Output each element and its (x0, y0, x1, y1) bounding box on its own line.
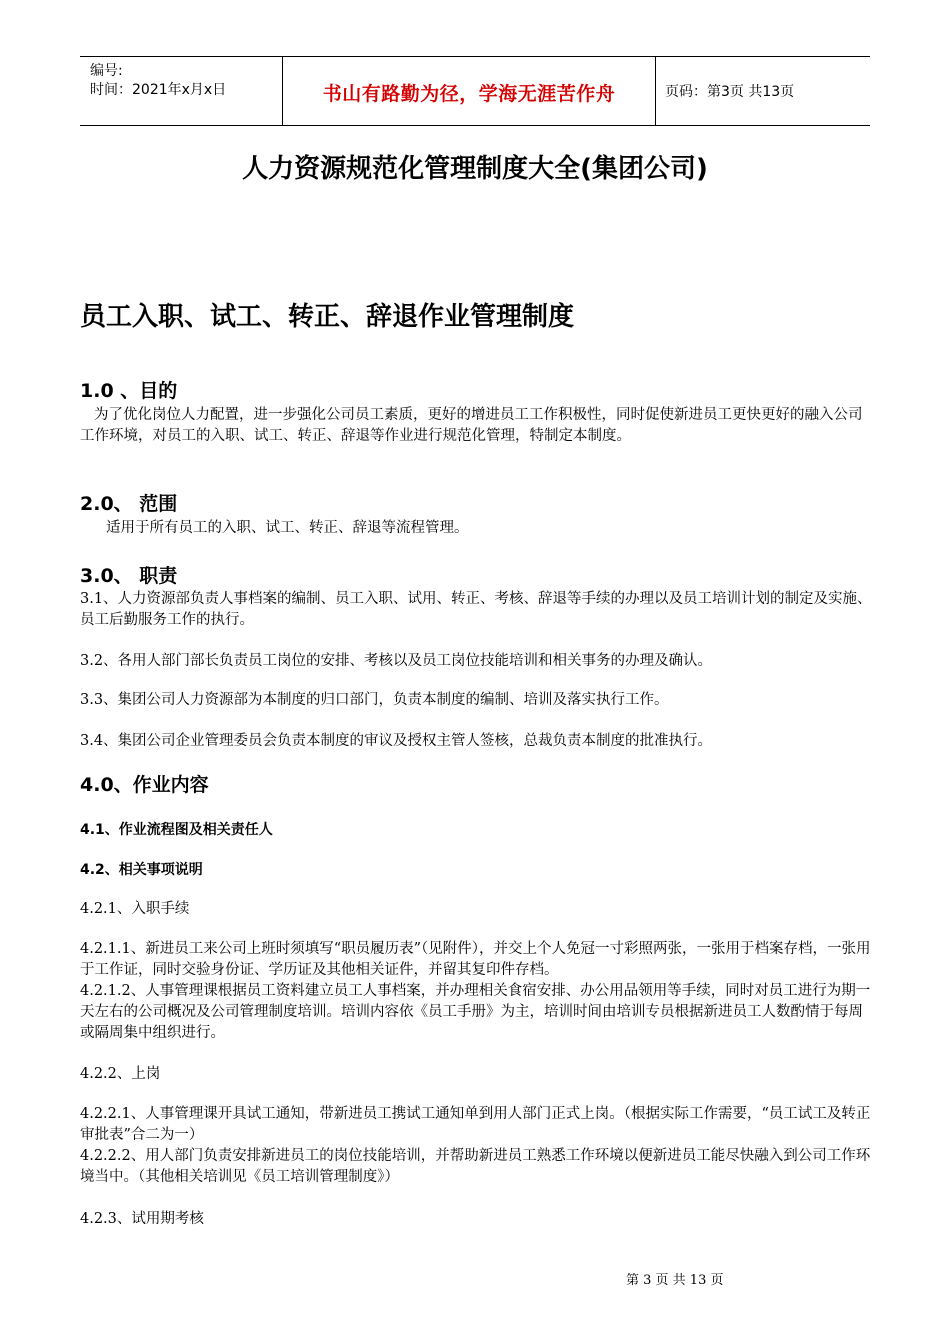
item-placement: 4.2.2、上岗 (80, 1066, 161, 1082)
item-probation: 4.2.3、试用期考核 (80, 1211, 204, 1227)
page-footer: 第 3 页 共 13 页 (626, 1273, 724, 1288)
header-page-cell (656, 57, 870, 125)
duty-paragraph-2: 3.2、各用人部门部长负责员工岗位的安排、考核以及员工岗位技能培训和相关事务的办理及确认。 (80, 653, 713, 669)
item-onboarding-2: 4.2.1.2、人事管理课根据员工资料建立员工人事档案，并办理相关食宿安排、办公用品领用等手续，同时对员工进行为期一天左右的公司概况及公司管理制度培训。培训内容依《员工手册》为主，培训时间由培训专员根据新进员工人数酌情于每周或隔周集中组织进行。 (80, 983, 871, 1041)
document-title: 人力资源规范化管理制度大全(集团公司) (242, 154, 708, 184)
header-motto-cell (283, 57, 656, 125)
document-time-label: 时间：2021年x月x日 (90, 82, 227, 98)
section-title: 员工入职、试工、转正、辞退作业管理制度 (80, 302, 575, 332)
subheading-flowchart: 4.1、作业流程图及相关责任人 (80, 822, 273, 838)
item-placement-1: 4.2.2.1、人事管理课开具试工通知，带新进员工携试工通知单到用人部门正式上岗。（根据实际工作需要，“员工试工及转正审批表”合二为一） (80, 1106, 871, 1143)
duty-paragraph-3: 3.3、集团公司人力资源部为本制度的归口部门，负责本制度的编制、培训及落实执行工作。 (80, 692, 669, 708)
duty-paragraph-1: 3.1、人力资源部负责人事档案的编制、员工入职、试用、转正、考核、辞退等手续的办理以及员工培训计划的制定及实施、员工后勤服务工作的执行。 (80, 591, 872, 628)
subheading-notes: 4.2、相关事项说明 (80, 862, 203, 878)
header-info-cell (80, 57, 283, 125)
heading-purpose: 1.0 、目的 (80, 380, 178, 402)
page-number-label: 页码：第3页 共13页 (665, 84, 795, 100)
purpose-text: 为了优化岗位人力配置，进一步强化公司员工素质，更好的增进员工工作积极性，同时促使新进员工更快更好的融入公司工作环境，对员工的入职、试工、转正、辞退等作业进行规范化管理，特制定本制度。 (80, 407, 863, 444)
motto-text: 书山有路勤为径，学海无涯苦作舟 (322, 83, 616, 105)
scope-text: 适用于所有员工的入职、试工、转正、辞退等流程管理。 (106, 520, 469, 536)
item-placement-2: 4.2.2.2、用人部门负责安排新进员工的岗位技能培训，并帮助新进员工熟悉工作环境以便新进员工能尽快融入到公司工作环境当中。（其他相关培训见《员工培训管理制度》） (80, 1148, 871, 1185)
item-onboarding: 4.2.1、入职手续 (80, 901, 190, 917)
heading-scope: 2.0、 范围 (80, 493, 178, 515)
item-onboarding-1: 4.2.1.1、新进员工来公司上班时须填写“职员履历表”（见附件），并交上个人免冠一寸彩照两张，一张用于档案存档，一张用于工作证，同时交验身份证、学历证及其他相关证件，并留其复印件存档。 (80, 941, 871, 978)
duty-paragraph-4: 3.4、集团公司企业管理委员会负责本制度的审议及授权主管人签核，总裁负责本制度的批准执行。 (80, 733, 713, 749)
heading-duties: 3.0、 职责 (80, 565, 178, 587)
heading-content: 4.0、作业内容 (80, 774, 209, 796)
document-number-label: 编号: (90, 63, 123, 79)
header-table (80, 56, 870, 126)
